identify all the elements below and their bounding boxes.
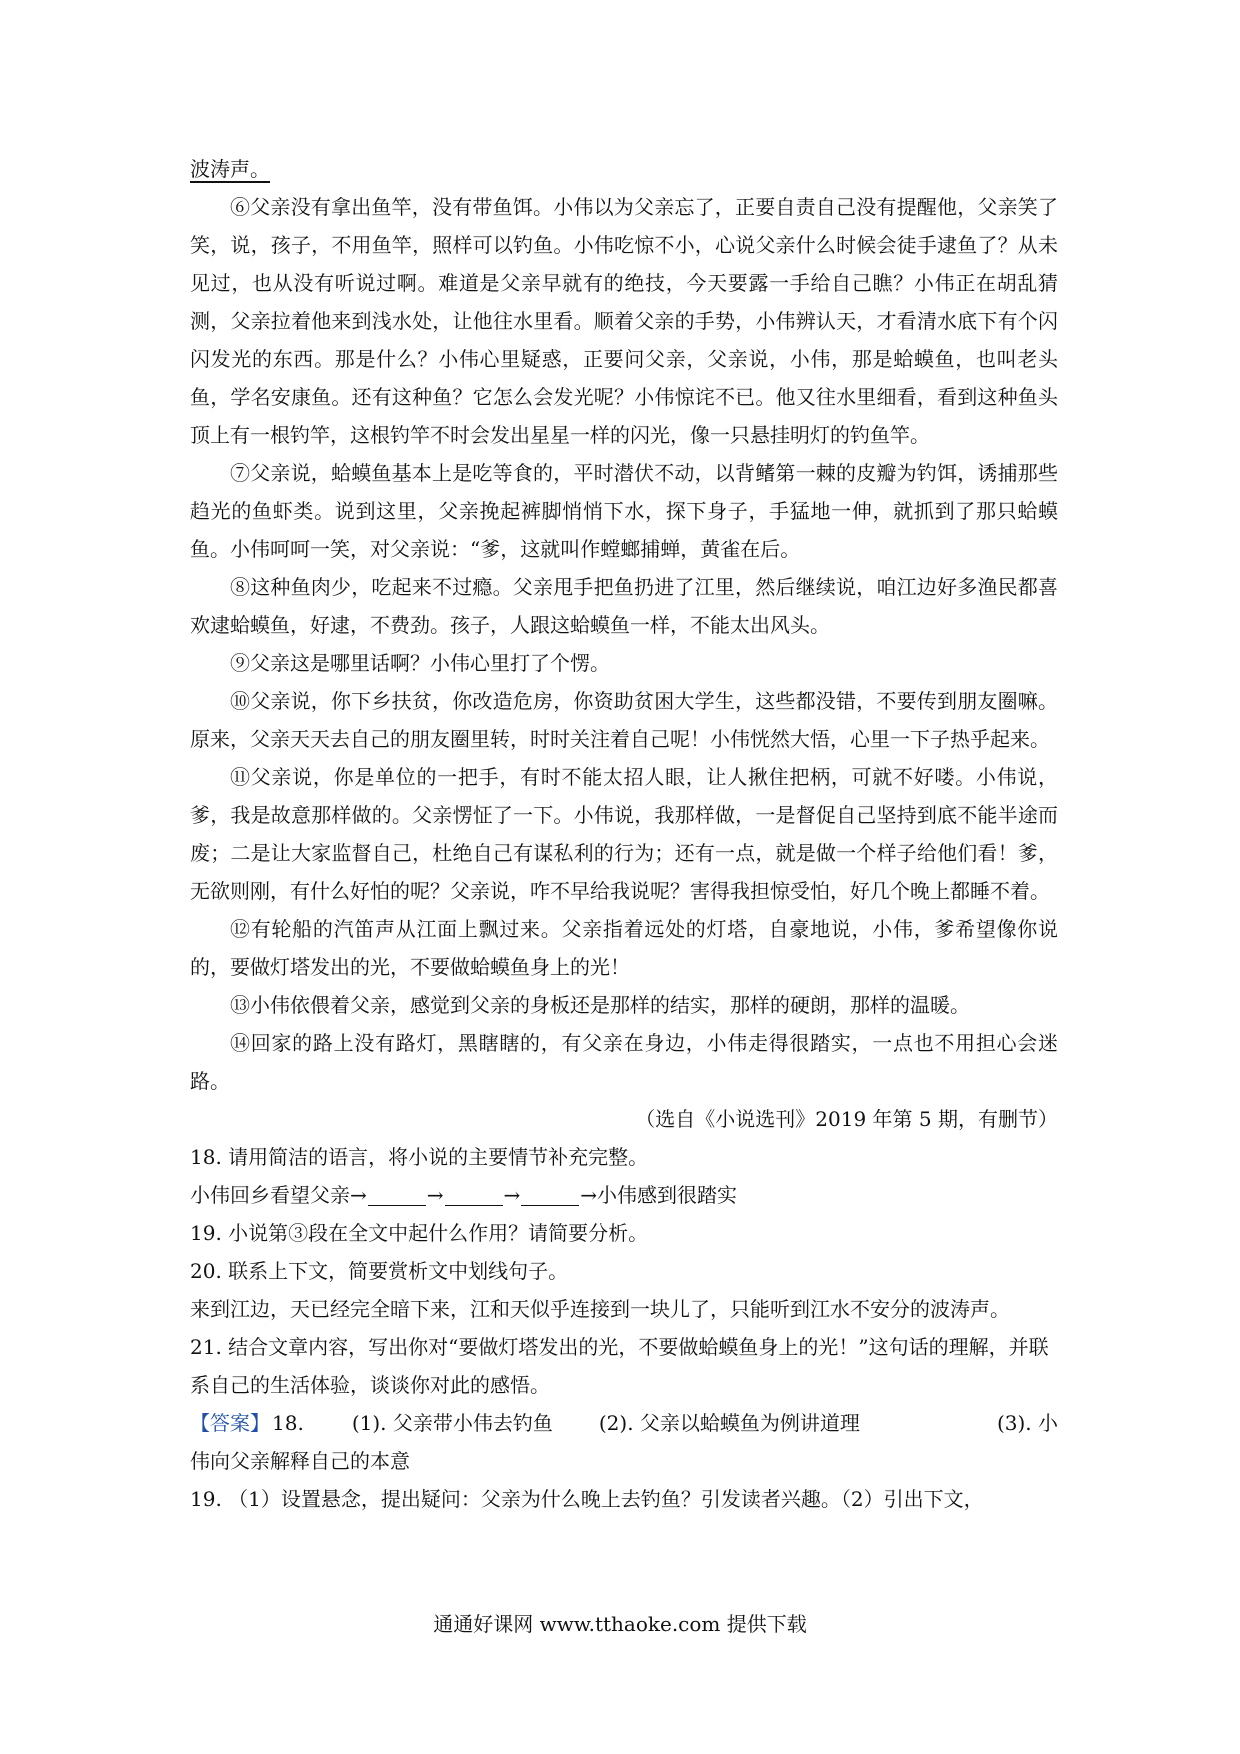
paragraph-11: ⑪父亲说，你是单位的一把手，有时不能太招人眼，让人揪住把柄，可就不好喽。小伟说，爹，我是故意那样做的。父亲愣怔了一下。小伟说，我那样做，一是督促自己坚持到底不能半途而废；二是让大家监督自己，杜绝自己有谋私利的行为；还有一点，就是做一个样子给他们看！爹，无欲则刚，有什么好怕的呢？父亲说，咋不早给我说呢？害得我担惊受怕，好几个晚上都睡不着。 bbox=[190, 765, 1058, 903]
answer-number: 18. bbox=[272, 1411, 304, 1435]
answer-blank-3[interactable] bbox=[521, 1183, 579, 1206]
paragraph-10: ⑩父亲说，你下乡扶贫，你改造危房，你资助贫困大学生，这些都没错，不要传到朋友圈嘛。原来，父亲天天去自己的朋友圈里转，时时关注着自己呢！小伟恍然大悟，心里一下子热乎起来。 bbox=[190, 689, 1058, 751]
underlined-sentence-quote: 来到江边，天已经完全暗下来，江和天似乎连接到一块儿了，只能听到江水不安分的波涛声。 bbox=[190, 1297, 1010, 1321]
paragraph-12: ⑫有轮船的汽笛声从江面上飘过来。父亲指着远处的灯塔，自豪地说，小伟，爹希望像你说的，要做灯塔发出的光，不要做蛤蟆鱼身上的光！ bbox=[190, 917, 1058, 979]
paragraph-9: ⑨父亲这是哪里话啊？小伟心里打了个愣。 bbox=[230, 651, 610, 675]
answer-19: 19. （1）设置悬念，提出疑问：父亲为什么晚上去钓鱼？引发读者兴趣。（2）引出下文， bbox=[190, 1487, 984, 1511]
answer-tag: 【答案】 bbox=[190, 1411, 270, 1435]
question-19: 19. 小说第③段在全文中起什么作用？请简要分析。 bbox=[190, 1221, 649, 1245]
footer-download-credit: 通通好课网 www.tthaoke.com 提供下载 bbox=[433, 1612, 807, 1636]
plot-arrow: → bbox=[426, 1183, 444, 1207]
paragraph-6: ⑥父亲没有拿出鱼竿，没有带鱼饵。小伟以为父亲忘了，正要自责自己没有提醒他，父亲笑了笑，说，孩子，不用鱼竿，照样可以钓鱼。小伟吃惊不小，心说父亲什么时候会徒手逮鱼了？从未见过，也从没有听说过啊。难道是父亲早就有的绝技，今天要露一手给自己瞧？小伟正在胡乱猜测，父亲拉着他来到浅水处，让他往水里看。顺着父亲的手势，小伟辨认天，才看清水底下有个闪闪发光的东西。那是什么？小伟心里疑惑，正要问父亲，父亲说，小伟，那是蛤蟆鱼，也叫老头鱼，学名安康鱼。还有这种鱼？它怎么会发光呢？小伟惊诧不已。他又往水里细看，看到这种鱼头顶上有一根钓竿，这根钓竿不时会发出星星一样的闪光，像一只悬挂明灯的钓鱼竿。 bbox=[190, 195, 1058, 447]
answer-blank-1[interactable] bbox=[368, 1183, 426, 1206]
source-citation: （选自《小说选刊》2019 年第 5 期，有删节） bbox=[635, 1107, 1058, 1131]
document-body bbox=[190, 150, 1058, 1518]
answer-18-item-2: (2). 父亲以蛤蟆鱼为例讲道理 bbox=[598, 1411, 860, 1435]
paragraph-8: ⑧这种鱼肉少，吃起来不过瘾。父亲甩手把鱼扔进了江里，然后继续说，咱江边好多渔民都喜欢逮蛤蟆鱼，好逮，不费劲。孩子，人跟这蛤蟆鱼一样，不能太出风头。 bbox=[190, 575, 1058, 637]
plot-chain-end: →小伟感到很踏实 bbox=[580, 1183, 738, 1207]
answer-18-line bbox=[190, 1404, 1058, 1442]
plot-chain-start: 小伟回乡看望父亲→ bbox=[190, 1183, 367, 1207]
paragraph-7: ⑦父亲说，蛤蟆鱼基本上是吃等食的，平时潜伏不动，以背鳍第一棘的皮瓣为钓饵，诱捕那些趋光的鱼虾类。说到这里，父亲挽起裤脚悄悄下水，探下身子，手猛地一伸，就抓到了那只蛤蟆鱼。小伟呵呵一笑，对父亲说：“爹，这就叫作螳螂捕蝉，黄雀在后。 bbox=[190, 461, 1058, 561]
answer-18-item-3: (3). 小 bbox=[996, 1411, 1058, 1435]
continued-sentence: 波涛声。 bbox=[190, 157, 270, 181]
answer-blank-2[interactable] bbox=[445, 1183, 503, 1206]
question-20: 20. 联系上下文，简要赏析文中划线句子。 bbox=[190, 1259, 569, 1283]
question-18-plot-chain bbox=[190, 1176, 1058, 1214]
plot-arrow: → bbox=[503, 1183, 521, 1207]
question-18: 18. 请用简洁的语言，将小说的主要情节补充完整。 bbox=[190, 1145, 649, 1169]
paragraph-14: ⑭回家的路上没有路灯，黑瞎瞎的，有父亲在身边，小伟走得很踏实，一点也不用担心会迷路。 bbox=[190, 1031, 1058, 1093]
paragraph-13: ⑬小伟依偎着父亲，感觉到父亲的身板还是那样的结实，那样的硬朗，那样的温暖。 bbox=[230, 993, 970, 1017]
answer-18-item-1: (1). 父亲带小伟去钓鱼 bbox=[351, 1411, 553, 1435]
answer-18-continuation: 伟向父亲解释自己的本意 bbox=[190, 1449, 410, 1473]
question-21: 21. 结合文章内容，写出你对“要做灯塔发出的光，不要做蛤蟆鱼身上的光！”这句话的理解，并联系自己的生活体验，谈谈你对此的感悟。 bbox=[190, 1335, 1049, 1397]
